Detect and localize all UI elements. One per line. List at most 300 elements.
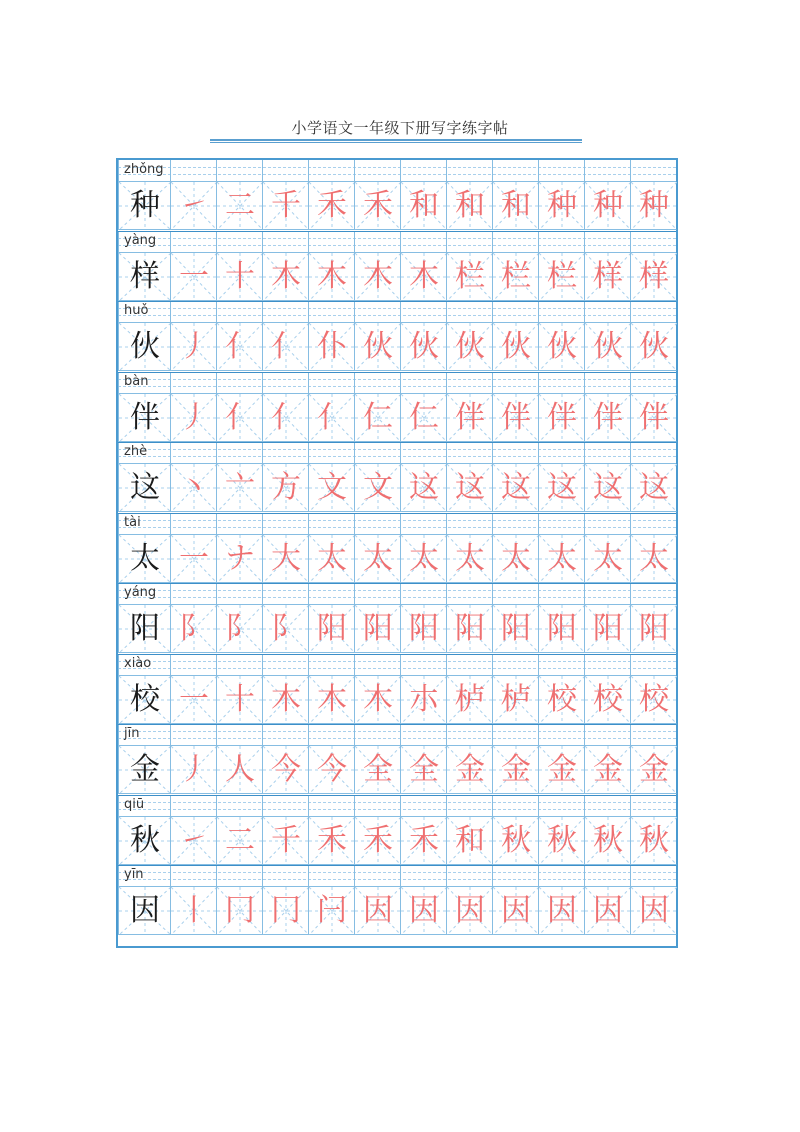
pinyin-line	[118, 442, 676, 464]
trace-character: 秋	[593, 822, 623, 858]
pinyin-line	[118, 513, 676, 535]
pinyin-column-divider	[118, 583, 119, 605]
trace-character: 太	[639, 540, 669, 576]
pinyin-column-divider	[538, 513, 539, 535]
model-character: 金	[130, 752, 160, 787]
pinyin-column-divider	[400, 231, 401, 253]
trace-character: 亻	[271, 329, 301, 364]
pinyin-guide-line	[118, 809, 676, 810]
trace-character: 闩	[317, 893, 347, 928]
trace-character: 亻	[317, 399, 347, 435]
model-character-box	[118, 464, 170, 512]
trace-character-box	[584, 182, 630, 230]
model-character-box	[118, 182, 170, 230]
trace-character: 仁	[409, 399, 439, 435]
trace-character: 今	[317, 752, 347, 787]
trace-character: 二	[225, 188, 255, 223]
trace-character: 禾	[409, 822, 439, 858]
trace-character: 亻	[271, 399, 301, 435]
pinyin-column-divider	[584, 865, 585, 887]
pinyin-label: jīn	[124, 726, 140, 741]
pinyin-column-divider	[584, 301, 585, 323]
trace-character-box	[354, 887, 400, 935]
pinyin-column-divider	[216, 160, 217, 182]
pinyin-guide-line	[118, 590, 676, 591]
pinyin-column-divider	[492, 160, 493, 182]
trace-character: 阝	[179, 611, 209, 646]
pinyin-column-divider	[170, 160, 171, 182]
trace-character-box	[400, 676, 446, 724]
model-character-box	[118, 746, 170, 794]
trace-character: 这	[593, 470, 623, 505]
trace-character: 一	[179, 258, 209, 294]
pinyin-column-divider	[118, 795, 119, 817]
trace-character: 木	[271, 681, 301, 717]
trace-character: 十	[225, 258, 255, 294]
trace-character: 阳	[593, 611, 623, 646]
model-character: 太	[130, 540, 160, 576]
trace-character-box	[630, 746, 676, 794]
trace-character-box	[170, 182, 216, 230]
trace-character: 这	[455, 470, 485, 505]
trace-character-box	[492, 817, 538, 865]
pinyin-column-divider	[492, 442, 493, 464]
trace-character: 大	[271, 540, 301, 576]
pinyin-column-divider	[354, 160, 355, 182]
trace-character-box	[170, 746, 216, 794]
trace-character-box	[446, 182, 492, 230]
row-separator	[118, 231, 676, 232]
trace-character: 和	[501, 188, 531, 223]
trace-character: 伴	[501, 399, 531, 435]
pinyin-column-divider	[584, 724, 585, 746]
pinyin-column-divider	[118, 160, 119, 182]
pinyin-column-divider	[584, 231, 585, 253]
pinyin-column-divider	[538, 442, 539, 464]
pinyin-column-divider	[446, 513, 447, 535]
pinyin-column-divider	[538, 301, 539, 323]
trace-character-box	[630, 605, 676, 653]
pinyin-column-divider	[216, 795, 217, 817]
pinyin-label: qiū	[124, 796, 145, 812]
trace-character: 阳	[547, 611, 577, 646]
pinyin-column-divider	[170, 724, 171, 746]
pinyin-column-divider	[118, 654, 119, 676]
trace-character: 样	[639, 258, 669, 294]
pinyin-column-divider	[262, 865, 263, 887]
pinyin-column-divider	[262, 513, 263, 535]
pinyin-column-divider	[262, 654, 263, 676]
trace-character: 十	[225, 681, 255, 717]
trace-character-box	[262, 323, 308, 371]
trace-character: 和	[455, 822, 485, 858]
trace-character-box	[170, 323, 216, 371]
trace-character-box	[446, 887, 492, 935]
trace-character: 亻	[225, 399, 255, 435]
trace-character-box	[630, 817, 676, 865]
trace-character-box	[492, 182, 538, 230]
pinyin-column-divider	[400, 372, 401, 394]
trace-character-box	[584, 464, 630, 512]
pinyin-label: zhè	[124, 444, 148, 459]
pinyin-guide-line	[118, 872, 676, 873]
trace-character-box	[354, 323, 400, 371]
pinyin-column-divider	[492, 654, 493, 676]
row-separator	[118, 654, 676, 655]
trace-character: 阝	[271, 611, 301, 646]
row-separator	[118, 583, 676, 584]
trace-character: 伙	[639, 329, 669, 364]
pinyin-column-divider	[308, 372, 309, 394]
trace-character-box	[170, 817, 216, 865]
trace-character: 因	[409, 893, 439, 928]
trace-character-box	[262, 464, 308, 512]
trace-character: 丿	[179, 752, 209, 787]
trace-character-box	[216, 887, 262, 935]
trace-character-box	[170, 394, 216, 442]
model-character: 校	[130, 681, 160, 717]
trace-character-box	[400, 817, 446, 865]
trace-character: ㇀	[179, 188, 209, 223]
pinyin-column-divider	[630, 865, 631, 887]
trace-character: 木	[409, 258, 439, 294]
trace-character: 和	[455, 188, 485, 223]
pinyin-guide-line	[118, 379, 676, 380]
trace-character-box	[446, 323, 492, 371]
trace-character-box	[216, 746, 262, 794]
trace-character: 样	[593, 258, 623, 294]
pinyin-column-divider	[354, 372, 355, 394]
pinyin-column-divider	[216, 724, 217, 746]
trace-character: 因	[363, 893, 393, 928]
pinyin-guide-line	[118, 802, 676, 803]
pinyin-column-divider	[262, 583, 263, 605]
trace-character-box	[400, 182, 446, 230]
pinyin-column-divider	[170, 231, 171, 253]
pinyin-column-divider	[446, 865, 447, 887]
trace-character: 种	[547, 188, 577, 223]
trace-character-box	[538, 535, 584, 583]
trace-character-box	[492, 464, 538, 512]
trace-character: 这	[409, 470, 439, 505]
trace-character: 木	[363, 681, 393, 717]
trace-character-box	[216, 464, 262, 512]
row-separator	[118, 795, 676, 796]
pinyin-column-divider	[308, 231, 309, 253]
trace-character-box	[308, 887, 354, 935]
trace-character: 这	[547, 470, 577, 505]
model-character: 秋	[130, 822, 160, 858]
trace-character-box	[538, 253, 584, 301]
model-character: 这	[130, 470, 160, 505]
pinyin-column-divider	[630, 442, 631, 464]
trace-character-box	[262, 535, 308, 583]
trace-character-box	[216, 182, 262, 230]
trace-character: 全	[363, 752, 393, 787]
trace-character: 全	[409, 752, 439, 787]
pinyin-column-divider	[170, 513, 171, 535]
model-character: 伙	[130, 329, 160, 364]
pinyin-column-divider	[492, 795, 493, 817]
trace-character-box	[262, 887, 308, 935]
trace-character: 伙	[409, 329, 439, 364]
trace-character: 栏	[501, 258, 531, 294]
pinyin-column-divider	[216, 865, 217, 887]
trace-character: 校	[547, 681, 577, 717]
pinyin-column-divider	[308, 442, 309, 464]
trace-character-box	[492, 676, 538, 724]
pinyin-line	[118, 654, 676, 676]
trace-character: 因	[639, 893, 669, 928]
row-separator	[118, 724, 676, 725]
pinyin-column-divider	[308, 654, 309, 676]
trace-character-box	[308, 746, 354, 794]
trace-character: 阳	[501, 611, 531, 646]
pinyin-column-divider	[170, 865, 171, 887]
pinyin-column-divider	[446, 583, 447, 605]
pinyin-label: xiào	[124, 655, 152, 671]
trace-character-box	[216, 323, 262, 371]
pinyin-guide-line	[118, 597, 676, 598]
pinyin-guide-line	[118, 449, 676, 450]
trace-character: 阳	[639, 611, 669, 646]
trace-character: 太	[455, 540, 485, 576]
pinyin-column-divider	[118, 301, 119, 323]
trace-character: ナ	[225, 540, 255, 576]
trace-character: 方	[271, 470, 301, 505]
pinyin-column-divider	[216, 654, 217, 676]
trace-character-box	[400, 746, 446, 794]
pinyin-column-divider	[308, 513, 309, 535]
trace-character: 一	[179, 681, 209, 717]
trace-character: 因	[501, 893, 531, 928]
pinyin-column-divider	[118, 513, 119, 535]
trace-character: 金	[547, 752, 577, 787]
pinyin-column-divider	[354, 795, 355, 817]
trace-character-box	[538, 323, 584, 371]
pinyin-guide-line	[118, 167, 676, 168]
trace-character: 亠	[225, 470, 255, 505]
row-separator	[118, 301, 676, 302]
trace-character-box	[538, 817, 584, 865]
trace-character: 这	[501, 470, 531, 505]
pinyin-label: bàn	[124, 373, 149, 389]
trace-character: 因	[455, 893, 485, 928]
pinyin-column-divider	[630, 583, 631, 605]
pinyin-column-divider	[630, 724, 631, 746]
pinyin-column-divider	[400, 513, 401, 535]
pinyin-column-divider	[492, 724, 493, 746]
pinyin-column-divider	[118, 865, 119, 887]
trace-character: 禾	[317, 822, 347, 858]
trace-character: 文	[317, 470, 347, 505]
pinyin-column-divider	[354, 865, 355, 887]
trace-character-box	[262, 182, 308, 230]
trace-character-box	[354, 253, 400, 301]
pinyin-column-divider	[170, 372, 171, 394]
pinyin-column-divider	[400, 160, 401, 182]
trace-character: 金	[501, 752, 531, 787]
trace-character: 金	[593, 752, 623, 787]
trace-character: 伴	[455, 399, 485, 435]
trace-character-box	[308, 535, 354, 583]
trace-character: 丶	[179, 470, 209, 505]
trace-character: 一	[179, 540, 209, 576]
trace-character: 校	[593, 681, 623, 717]
pinyin-label: yáng	[124, 585, 157, 600]
trace-character: 阳	[409, 611, 439, 646]
trace-character: 伙	[501, 329, 531, 364]
trace-character-box	[538, 182, 584, 230]
row-separator	[118, 442, 676, 443]
trace-character: 太	[593, 540, 623, 576]
pinyin-line	[118, 583, 676, 605]
pinyin-label: yīn	[124, 867, 144, 882]
pinyin-column-divider	[308, 160, 309, 182]
pinyin-column-divider	[400, 795, 401, 817]
trace-character-box	[630, 182, 676, 230]
row-separator	[118, 865, 676, 866]
pinyin-column-divider	[538, 372, 539, 394]
model-character: 伴	[130, 399, 160, 435]
pinyin-column-divider	[584, 442, 585, 464]
trace-character: 阳	[455, 611, 485, 646]
trace-character-box	[262, 746, 308, 794]
practice-grid	[116, 158, 678, 948]
trace-character: ㇀	[179, 822, 209, 858]
trace-character-box	[354, 817, 400, 865]
trace-character: 朩	[409, 681, 439, 717]
trace-character: 太	[501, 540, 531, 576]
pinyin-label: zhǒng	[124, 162, 164, 177]
trace-character-box	[354, 394, 400, 442]
trace-character: 伙	[547, 329, 577, 364]
trace-character: 伙	[455, 329, 485, 364]
pinyin-guide-line	[118, 738, 676, 739]
trace-character-box	[400, 323, 446, 371]
pinyin-column-divider	[216, 301, 217, 323]
trace-character: 太	[317, 540, 347, 576]
pinyin-column-divider	[118, 372, 119, 394]
trace-character: 仁	[363, 399, 393, 435]
pinyin-column-divider	[262, 372, 263, 394]
pinyin-column-divider	[354, 513, 355, 535]
pinyin-column-divider	[538, 160, 539, 182]
trace-character-box	[170, 535, 216, 583]
trace-character-box	[354, 676, 400, 724]
pinyin-column-divider	[630, 654, 631, 676]
trace-character-box	[354, 464, 400, 512]
trace-character-box	[170, 253, 216, 301]
trace-character-box	[584, 323, 630, 371]
pinyin-column-divider	[354, 654, 355, 676]
pinyin-column-divider	[538, 654, 539, 676]
trace-character-box	[216, 535, 262, 583]
trace-character: 文	[363, 470, 393, 505]
trace-character: 金	[455, 752, 485, 787]
trace-character-box	[262, 253, 308, 301]
pinyin-column-divider	[354, 724, 355, 746]
trace-character: 秋	[501, 822, 531, 858]
pinyin-column-divider	[262, 160, 263, 182]
pinyin-column-divider	[262, 724, 263, 746]
trace-character: 木	[271, 258, 301, 294]
pinyin-column-divider	[354, 231, 355, 253]
pinyin-guide-line	[118, 527, 676, 528]
pinyin-column-divider	[630, 795, 631, 817]
pinyin-guide-line	[118, 315, 676, 316]
trace-character: 丿	[179, 399, 209, 435]
pinyin-line	[118, 301, 676, 323]
trace-character: 栌	[455, 681, 485, 717]
trace-character: 丿	[179, 329, 209, 364]
model-character-box	[118, 394, 170, 442]
pinyin-column-divider	[400, 442, 401, 464]
model-character: 阳	[130, 611, 160, 646]
pinyin-line	[118, 372, 676, 394]
trace-character-box	[400, 394, 446, 442]
trace-character-box	[446, 746, 492, 794]
pinyin-column-divider	[446, 724, 447, 746]
trace-character: 金	[639, 752, 669, 787]
trace-character-box	[262, 394, 308, 442]
trace-character: 太	[547, 540, 577, 576]
pinyin-column-divider	[538, 231, 539, 253]
trace-character: 伙	[593, 329, 623, 364]
pinyin-column-divider	[446, 442, 447, 464]
pinyin-column-divider	[170, 654, 171, 676]
trace-character: 亻	[225, 329, 255, 364]
pinyin-guide-line	[118, 245, 676, 246]
trace-character-box	[400, 535, 446, 583]
trace-character-box	[216, 253, 262, 301]
trace-character-box	[492, 253, 538, 301]
trace-character-box	[584, 394, 630, 442]
pinyin-column-divider	[216, 513, 217, 535]
pinyin-column-divider	[118, 724, 119, 746]
pinyin-column-divider	[584, 160, 585, 182]
trace-character-box	[446, 253, 492, 301]
trace-character-box	[630, 676, 676, 724]
trace-character: 伴	[639, 399, 669, 435]
trace-character-box	[446, 817, 492, 865]
trace-character: 冂	[271, 893, 301, 928]
trace-character: 伙	[363, 329, 393, 364]
trace-character-box	[446, 464, 492, 512]
pinyin-column-divider	[538, 795, 539, 817]
trace-character-box	[538, 394, 584, 442]
trace-character: 人	[225, 752, 255, 787]
trace-character: 仆	[317, 329, 347, 364]
trace-character: 阳	[363, 611, 393, 646]
pinyin-column-divider	[216, 442, 217, 464]
page-title: 小学语文一年级下册写字练字帖	[291, 119, 509, 137]
trace-character-box	[400, 605, 446, 653]
trace-character-box	[308, 394, 354, 442]
pinyin-column-divider	[492, 231, 493, 253]
trace-character-box	[354, 605, 400, 653]
pinyin-column-divider	[584, 583, 585, 605]
pinyin-column-divider	[630, 231, 631, 253]
trace-character-box	[354, 746, 400, 794]
trace-character: 阳	[317, 611, 347, 646]
pinyin-guide-line	[118, 238, 676, 239]
pinyin-column-divider	[584, 372, 585, 394]
pinyin-line	[118, 865, 676, 887]
trace-character: 这	[639, 470, 669, 505]
pinyin-column-divider	[446, 654, 447, 676]
trace-character: 今	[271, 752, 301, 787]
